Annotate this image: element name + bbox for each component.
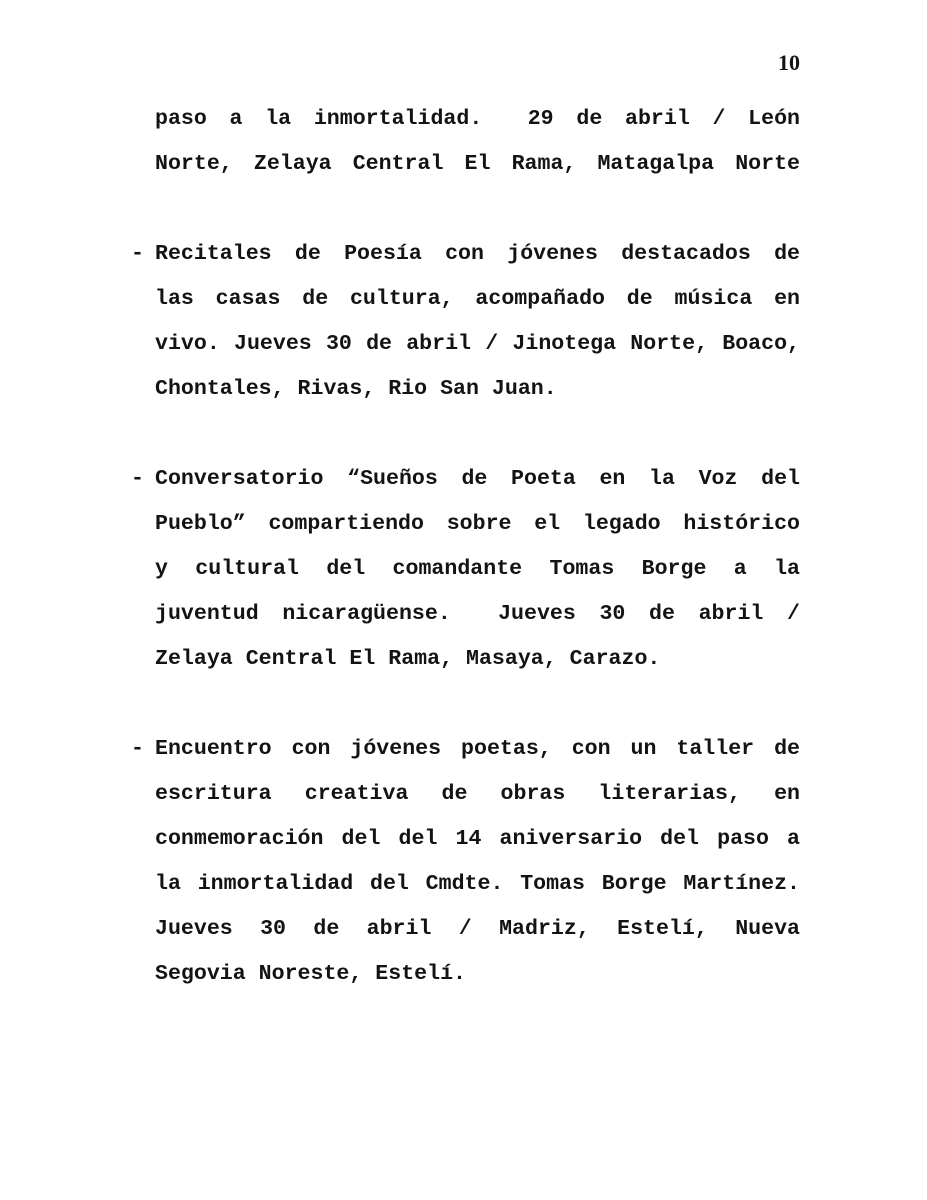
text-line: Recitales de Poesía con jóvenes destacados de xyxy=(155,242,800,266)
text-line: conmemoración del del 14 aniversario del paso a xyxy=(155,827,800,851)
text-line: juventud nicaragüense. Jueves 30 de abril / xyxy=(155,602,800,626)
text-line: Encuentro con jóvenes poetas, con un taller de xyxy=(155,737,800,761)
text-line: Chontales, Rivas, Rio San Juan. xyxy=(155,377,557,401)
paragraph xyxy=(131,727,800,997)
bullet-dash: - xyxy=(131,467,144,491)
document-body xyxy=(131,97,800,997)
text-line: Jueves 30 de abril / Madriz, Estelí, Nueva xyxy=(155,917,800,941)
paragraph xyxy=(131,232,800,412)
text-line: las casas de cultura, acompañado de música en xyxy=(155,287,800,311)
bullet-dash: - xyxy=(131,242,144,266)
text-line: vivo. Jueves 30 de abril / Jinotega Norte, Boaco, xyxy=(155,332,800,356)
text-line: paso a la inmortalidad. 29 de abril / León xyxy=(155,107,800,131)
paragraph xyxy=(155,97,800,187)
text-line: y cultural del comandante Tomas Borge a la xyxy=(155,557,800,581)
text-line: escritura creativa de obras literarias, en xyxy=(155,782,800,806)
text-line: la inmortalidad del Cmdte. Tomas Borge Martínez. xyxy=(155,872,800,896)
page-number: 10 xyxy=(778,50,800,75)
text-line: Conversatorio “Sueños de Poeta en la Voz del xyxy=(155,467,800,491)
text-line: Norte, Zelaya Central El Rama, Matagalpa Norte xyxy=(155,152,800,176)
paragraph xyxy=(131,457,800,682)
text-line: Pueblo” compartiendo sobre el legado histórico xyxy=(155,512,800,536)
bullet-dash: - xyxy=(131,737,144,761)
text-line: Segovia Noreste, Estelí. xyxy=(155,962,467,986)
text-line: Zelaya Central El Rama, Masaya, Carazo. xyxy=(155,647,661,671)
